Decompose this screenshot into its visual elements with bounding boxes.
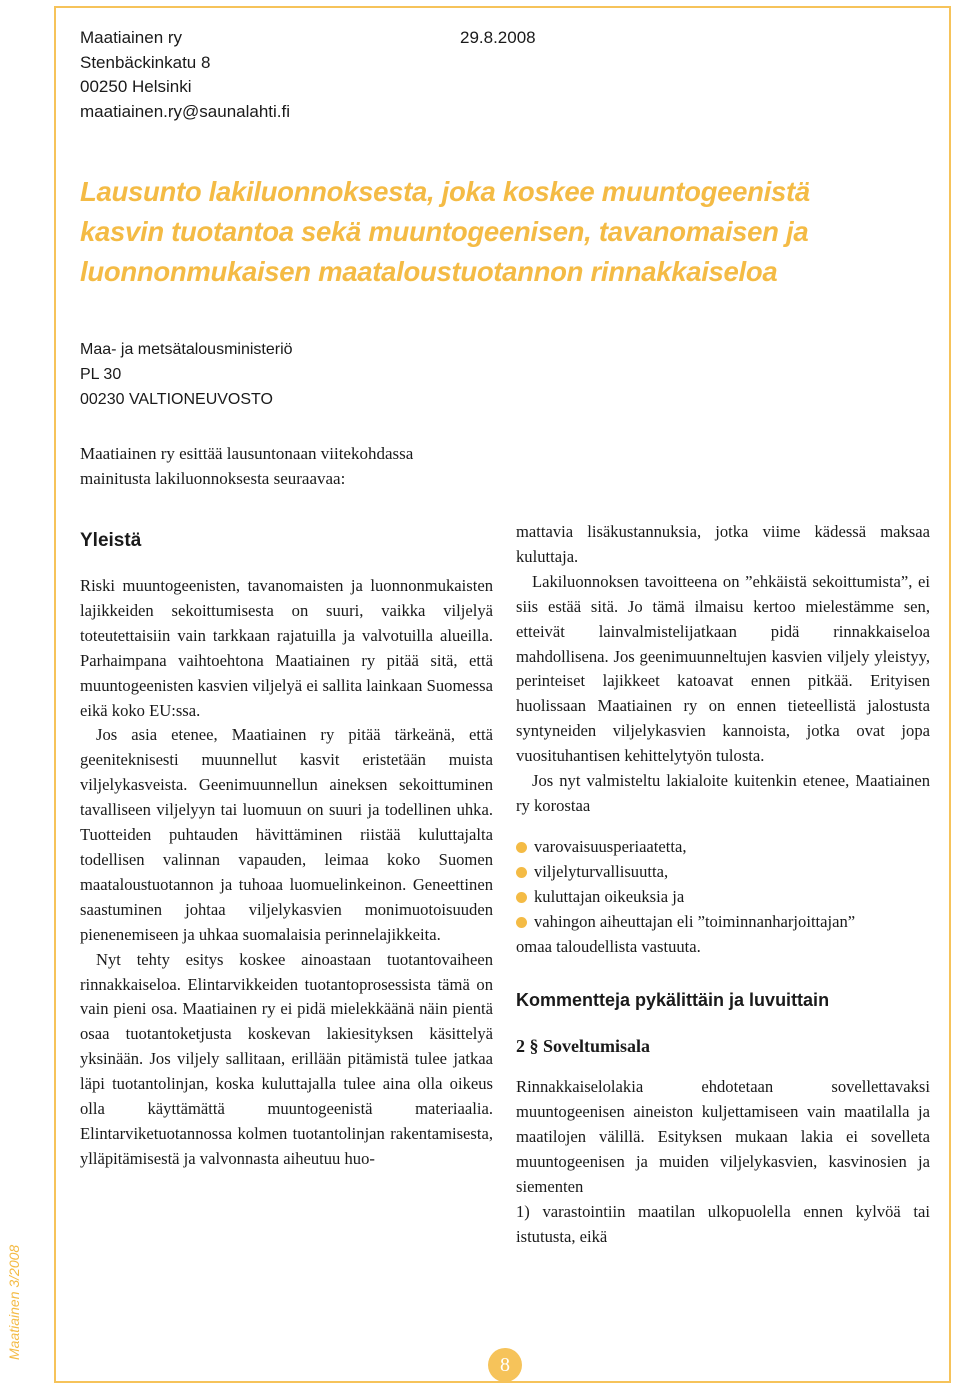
list-item: viljelyturvallisuutta, <box>516 860 930 885</box>
intro-line: Maatiainen ry esittää lausuntonaan viitekohdassa <box>80 444 414 463</box>
left-column-body <box>80 574 493 1172</box>
bullet-dot-icon <box>516 892 527 903</box>
list-item: kuluttajan oikeuksia ja <box>516 885 930 910</box>
sender-name: Maatiainen ry <box>80 28 183 47</box>
recipient-line: 00230 VALTIONEUVOSTO <box>80 391 273 408</box>
paragraph: mattavia lisäkustannuksia, jotka viime kädessä maksaa kuluttaja. <box>516 522 930 566</box>
issue-side-label: Maatiainen 3/2008 <box>6 1244 22 1360</box>
intro-line: mainitusta lakiluonnoksesta seuraavaa: <box>80 469 346 488</box>
sender-email: maatiainen.ry@saunalahti.fi <box>80 101 291 121</box>
letter-date: 29.8.2008 <box>460 28 536 47</box>
title-line: kasvin tuotantoa sekä muuntogeenisen, tavanomaisen ja <box>80 216 809 247</box>
paragraph: Jos asia etenee, Maatiainen ry pitää tärkeänä, että geeniteknisesti muunnellut kasvit eristetään muista viljelykasveista. Geenimuunnellun aineksen sekoittuminen tavalliseen viljelyyn tai luomuun on suuri ja todellinen uhka. Tuotteiden puhtauden hävittäminen riistää kuluttajalta todellisen valinnan vapauden, leimaa koko Suomen maataloustuotannon ja tuhoaa luomuelinkeinon. Geneettinen saastuminen johtaa viljelykasvien monimuotoisuuden pienenemiseen ja uhkaa suomalaisia perinnelajikkeita. <box>80 725 493 944</box>
recipient-line: Maa- ja metsätalousministeriö <box>80 341 293 358</box>
paragraph: Jos nyt valmisteltu lakialoite kuitenkin etenee, Maatiainen ry korostaa <box>516 771 930 815</box>
bullet-dot-icon <box>516 842 527 853</box>
recipient-address-block <box>80 337 293 412</box>
bullets-tail: omaa taloudellista vastuuta. <box>516 936 701 956</box>
scope-section-body <box>516 1075 930 1249</box>
left-column <box>80 528 493 1172</box>
paragraph: Lakiluonnoksen tavoitteena on ”ehkäistä sekoittumista”, ei siis estää sitä. Jo tämä ilmaisu kertoo mielestämme sen, etteivät lainvalmistelijatkaan pidä rinnakkaiseloa mahdollisena. Jos geenimuunneltujen kasvien viljely yleistyy, perinteiset lajikkeet katoavat ennen pitkää. Erityisen huolissaan Maatiainen ry on ennen tieteellistä jalostusta syntyneiden viljelykasvien kannoista, jotka ovat jopa vuosituhantisen kehittelytyön tulosta. <box>516 571 930 766</box>
bullet-dot-icon <box>516 867 527 878</box>
right-column-body <box>516 520 930 819</box>
sender-street: Stenbäckinkatu 8 <box>80 52 211 72</box>
bullet-dot-icon <box>516 917 527 928</box>
sender-postal: 00250 Helsinki <box>80 77 192 96</box>
paragraph: 1) varastointiin maatilan ulkopuolella ennen kylvöä tai istutusta, eikä <box>516 1201 930 1246</box>
subsection-heading-scope: 2 § Soveltumisala <box>516 1036 651 1057</box>
section-heading-general: Yleistä <box>80 530 142 551</box>
title-line: Lausunto lakiluonnoksesta, joka koskee muuntogeenistä <box>80 176 810 207</box>
recipient-line: PL 30 <box>80 366 122 383</box>
page-number-badge: 8 <box>488 1348 522 1382</box>
section-heading-comments: Kommentteja pykälittäin ja luvuittain <box>516 990 830 1011</box>
intro-text <box>80 441 413 491</box>
list-item: varovaisuusperiaatetta, <box>516 835 930 860</box>
right-column <box>516 520 930 1250</box>
paragraph: Riski muuntogeenisten, tavanomaisten ja luonnonmukaisten lajikkeiden sekoittumisesta on suuri, vaikka viljelyä toteutettaisiin vain tarkkaan rajatuilla ja valvotuilla alueilla. Parhaimpana vaihtoehtona Maatiainen ry pitää sitä, että muuntogeenisten kasvien viljelyä ei sallita lainkaan Suomessa eikä koko EU:ssa. <box>80 576 493 720</box>
document-title <box>80 172 900 292</box>
list-item: vahingon aiheuttajan eli ”toiminnanharjoittajan” <box>516 910 930 935</box>
bullet-list <box>516 835 930 935</box>
title-line: luonnonmukaisen maataloustuotannon rinnakkaiseloa <box>80 256 778 287</box>
paragraph: Rinnakkaiselolakia ehdotetaan sovellettavaksi muuntogeenisen aineiston kuljettamiseen vain maatilalla ja maatilojen välillä. Esityksen mukaan lakia ei sovelleta muuntogeenisen ja muiden viljelykasvien, kasvinosien ja siementen <box>516 1077 930 1197</box>
paragraph: Nyt tehty esitys koskee ainoastaan tuotantovaiheen rinnakkaiseloa. Elintarvikkeiden tuotantoprosessista tämä on vain pieni osa. Maatiainen ry ei pidä mielekkäänä näin pientä osaa tuotantoketjusta koskevan lakiesityksen käsittelyä yksinään. Jos viljely sallitaan, erillään pitämistä tulee jatkaa läpi tuotantolinjan, koska kuluttajalla tulee aina olla oikeus olla käyttämättä muuntogeenistä materiaalia. Elintarviketuotannossa kolmen tuotantolinjan rakentamisesta, ylläpitämisestä ja valvonnasta aiheutuu huo- <box>80 949 493 1168</box>
sender-address-block <box>80 26 290 124</box>
